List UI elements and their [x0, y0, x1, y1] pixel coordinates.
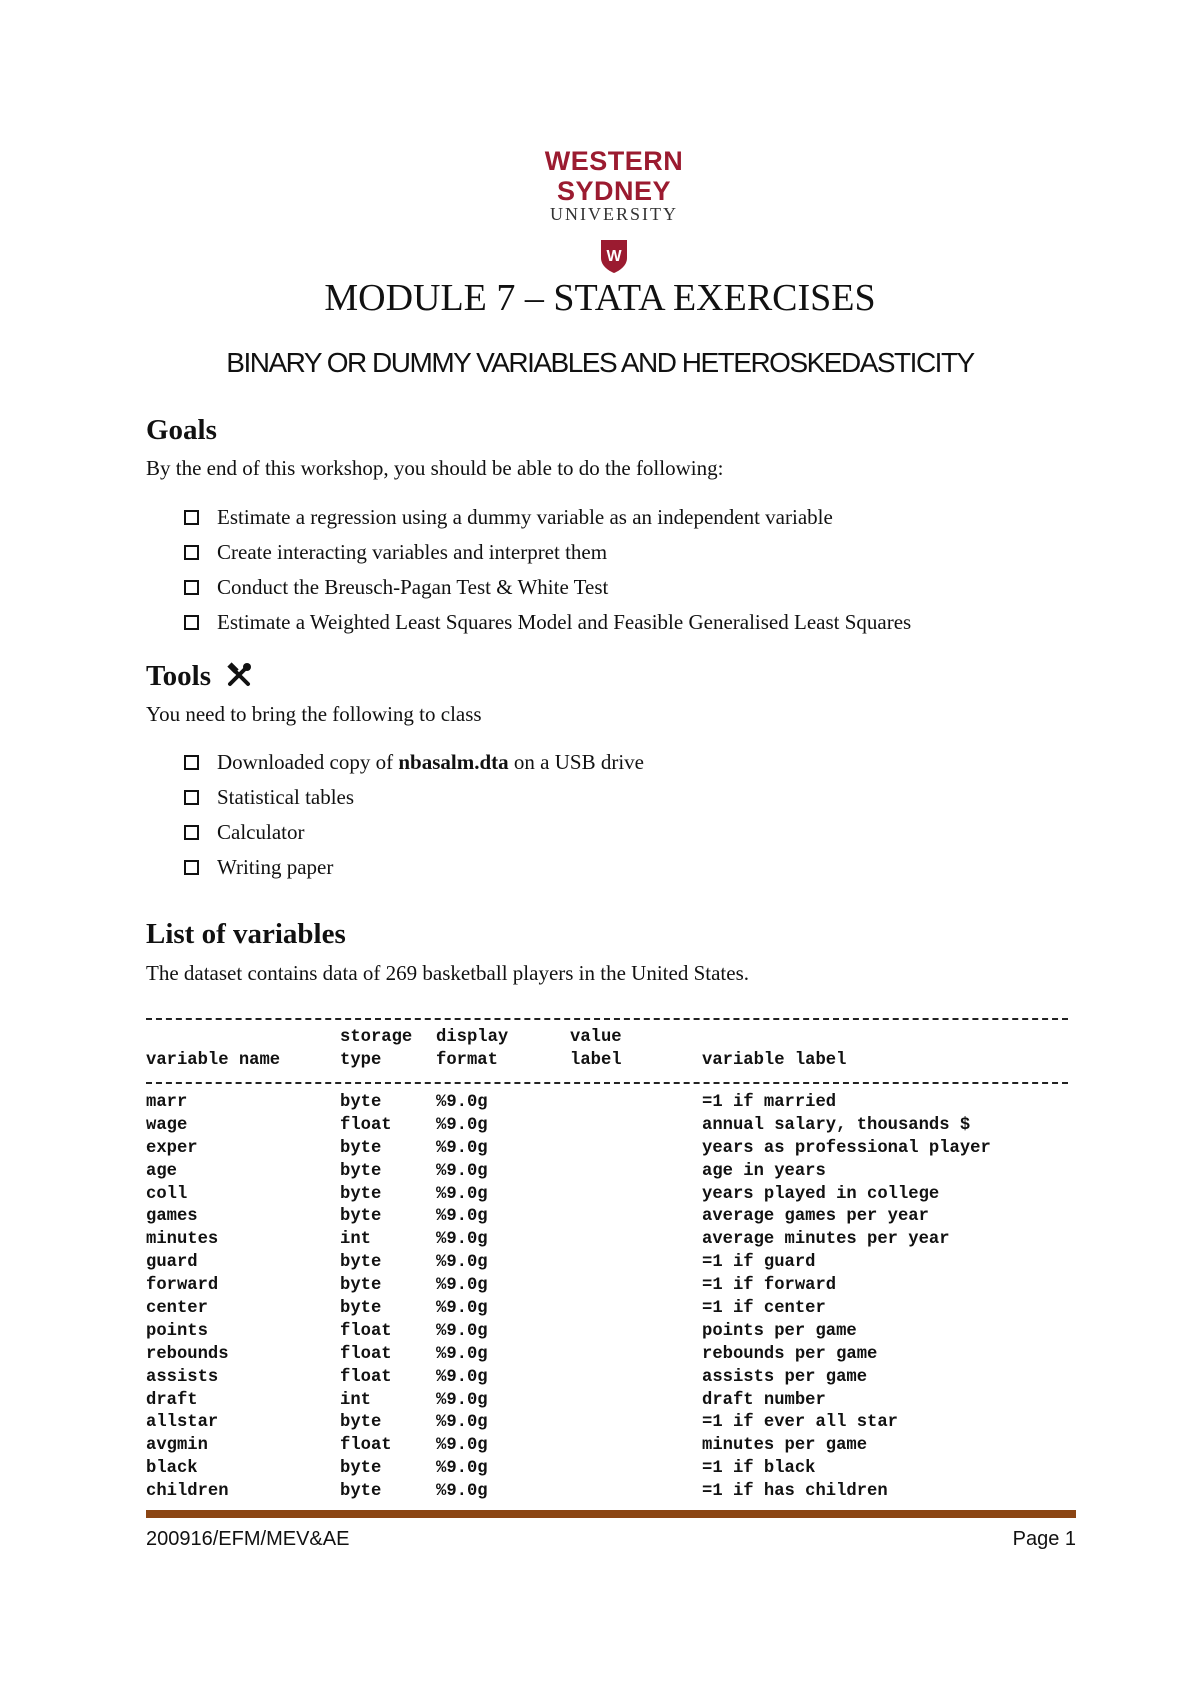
tool-item: Calculator — [184, 815, 644, 850]
checkbox-icon[interactable] — [184, 790, 199, 805]
goal-item: Estimate a Weighted Least Squares Model and Feasible Generalised Least Squares — [184, 605, 911, 640]
checkbox-icon[interactable] — [184, 510, 199, 525]
table-divider — [146, 1018, 1068, 1020]
goal-item: Estimate a regression using a dummy variable as an independent variable — [184, 500, 911, 535]
tool-item: Downloaded copy of nbasalm.dta on a USB drive — [184, 745, 644, 780]
goal-item: Create interacting variables and interpret them — [184, 535, 911, 570]
page-title: MODULE 7 – STATA EXERCISES — [324, 277, 876, 319]
tools-intro: You need to bring the following to class — [146, 702, 482, 726]
university-logo — [484, 146, 744, 265]
tools-list — [184, 745, 644, 885]
tool-item: Statistical tables — [184, 780, 644, 815]
table-divider — [146, 1082, 1068, 1084]
checkbox-icon[interactable] — [184, 545, 199, 560]
hammer-wrench-icon — [226, 662, 252, 688]
logo-line1: WESTERN SYDNEY — [544, 146, 684, 206]
checkbox-icon[interactable] — [184, 580, 199, 595]
footer-course-code: 200916/EFM/MEV&AE — [146, 1528, 350, 1550]
checkbox-icon[interactable] — [184, 860, 199, 875]
footer-rule — [146, 1510, 1076, 1518]
table-header-top: storage display value — [340, 1028, 622, 1047]
checkbox-icon[interactable] — [184, 755, 199, 770]
goals-list — [184, 500, 911, 640]
goals-heading: Goals — [146, 414, 217, 446]
table-header-bottom: variable name type format label variable label — [146, 1050, 847, 1070]
university-shield-icon — [599, 238, 629, 274]
variables-heading: List of variables — [146, 918, 346, 950]
checkbox-icon[interactable] — [184, 825, 199, 840]
dataset-filename: nbasalm.dta — [398, 750, 509, 774]
tools-heading: Tools — [146, 660, 252, 693]
goal-item: Conduct the Breusch-Pagan Test & White Test — [184, 570, 911, 605]
shield-letter: W — [606, 248, 622, 265]
page-subtitle: BINARY OR DUMMY VARIABLES AND HETEROSKEDASTICITY — [226, 347, 974, 378]
goals-intro: By the end of this workshop, you should be able to do the following: — [146, 456, 724, 480]
variables-table — [146, 1027, 847, 1073]
variables-intro: The dataset contains data of 269 basketball players in the United States. — [146, 961, 749, 985]
footer-page-number: Page 1 — [1012, 1528, 1076, 1550]
checkbox-icon[interactable] — [184, 615, 199, 630]
logo-line2: UNIVERSITY — [550, 204, 678, 224]
tool-item: Writing paper — [184, 850, 644, 885]
